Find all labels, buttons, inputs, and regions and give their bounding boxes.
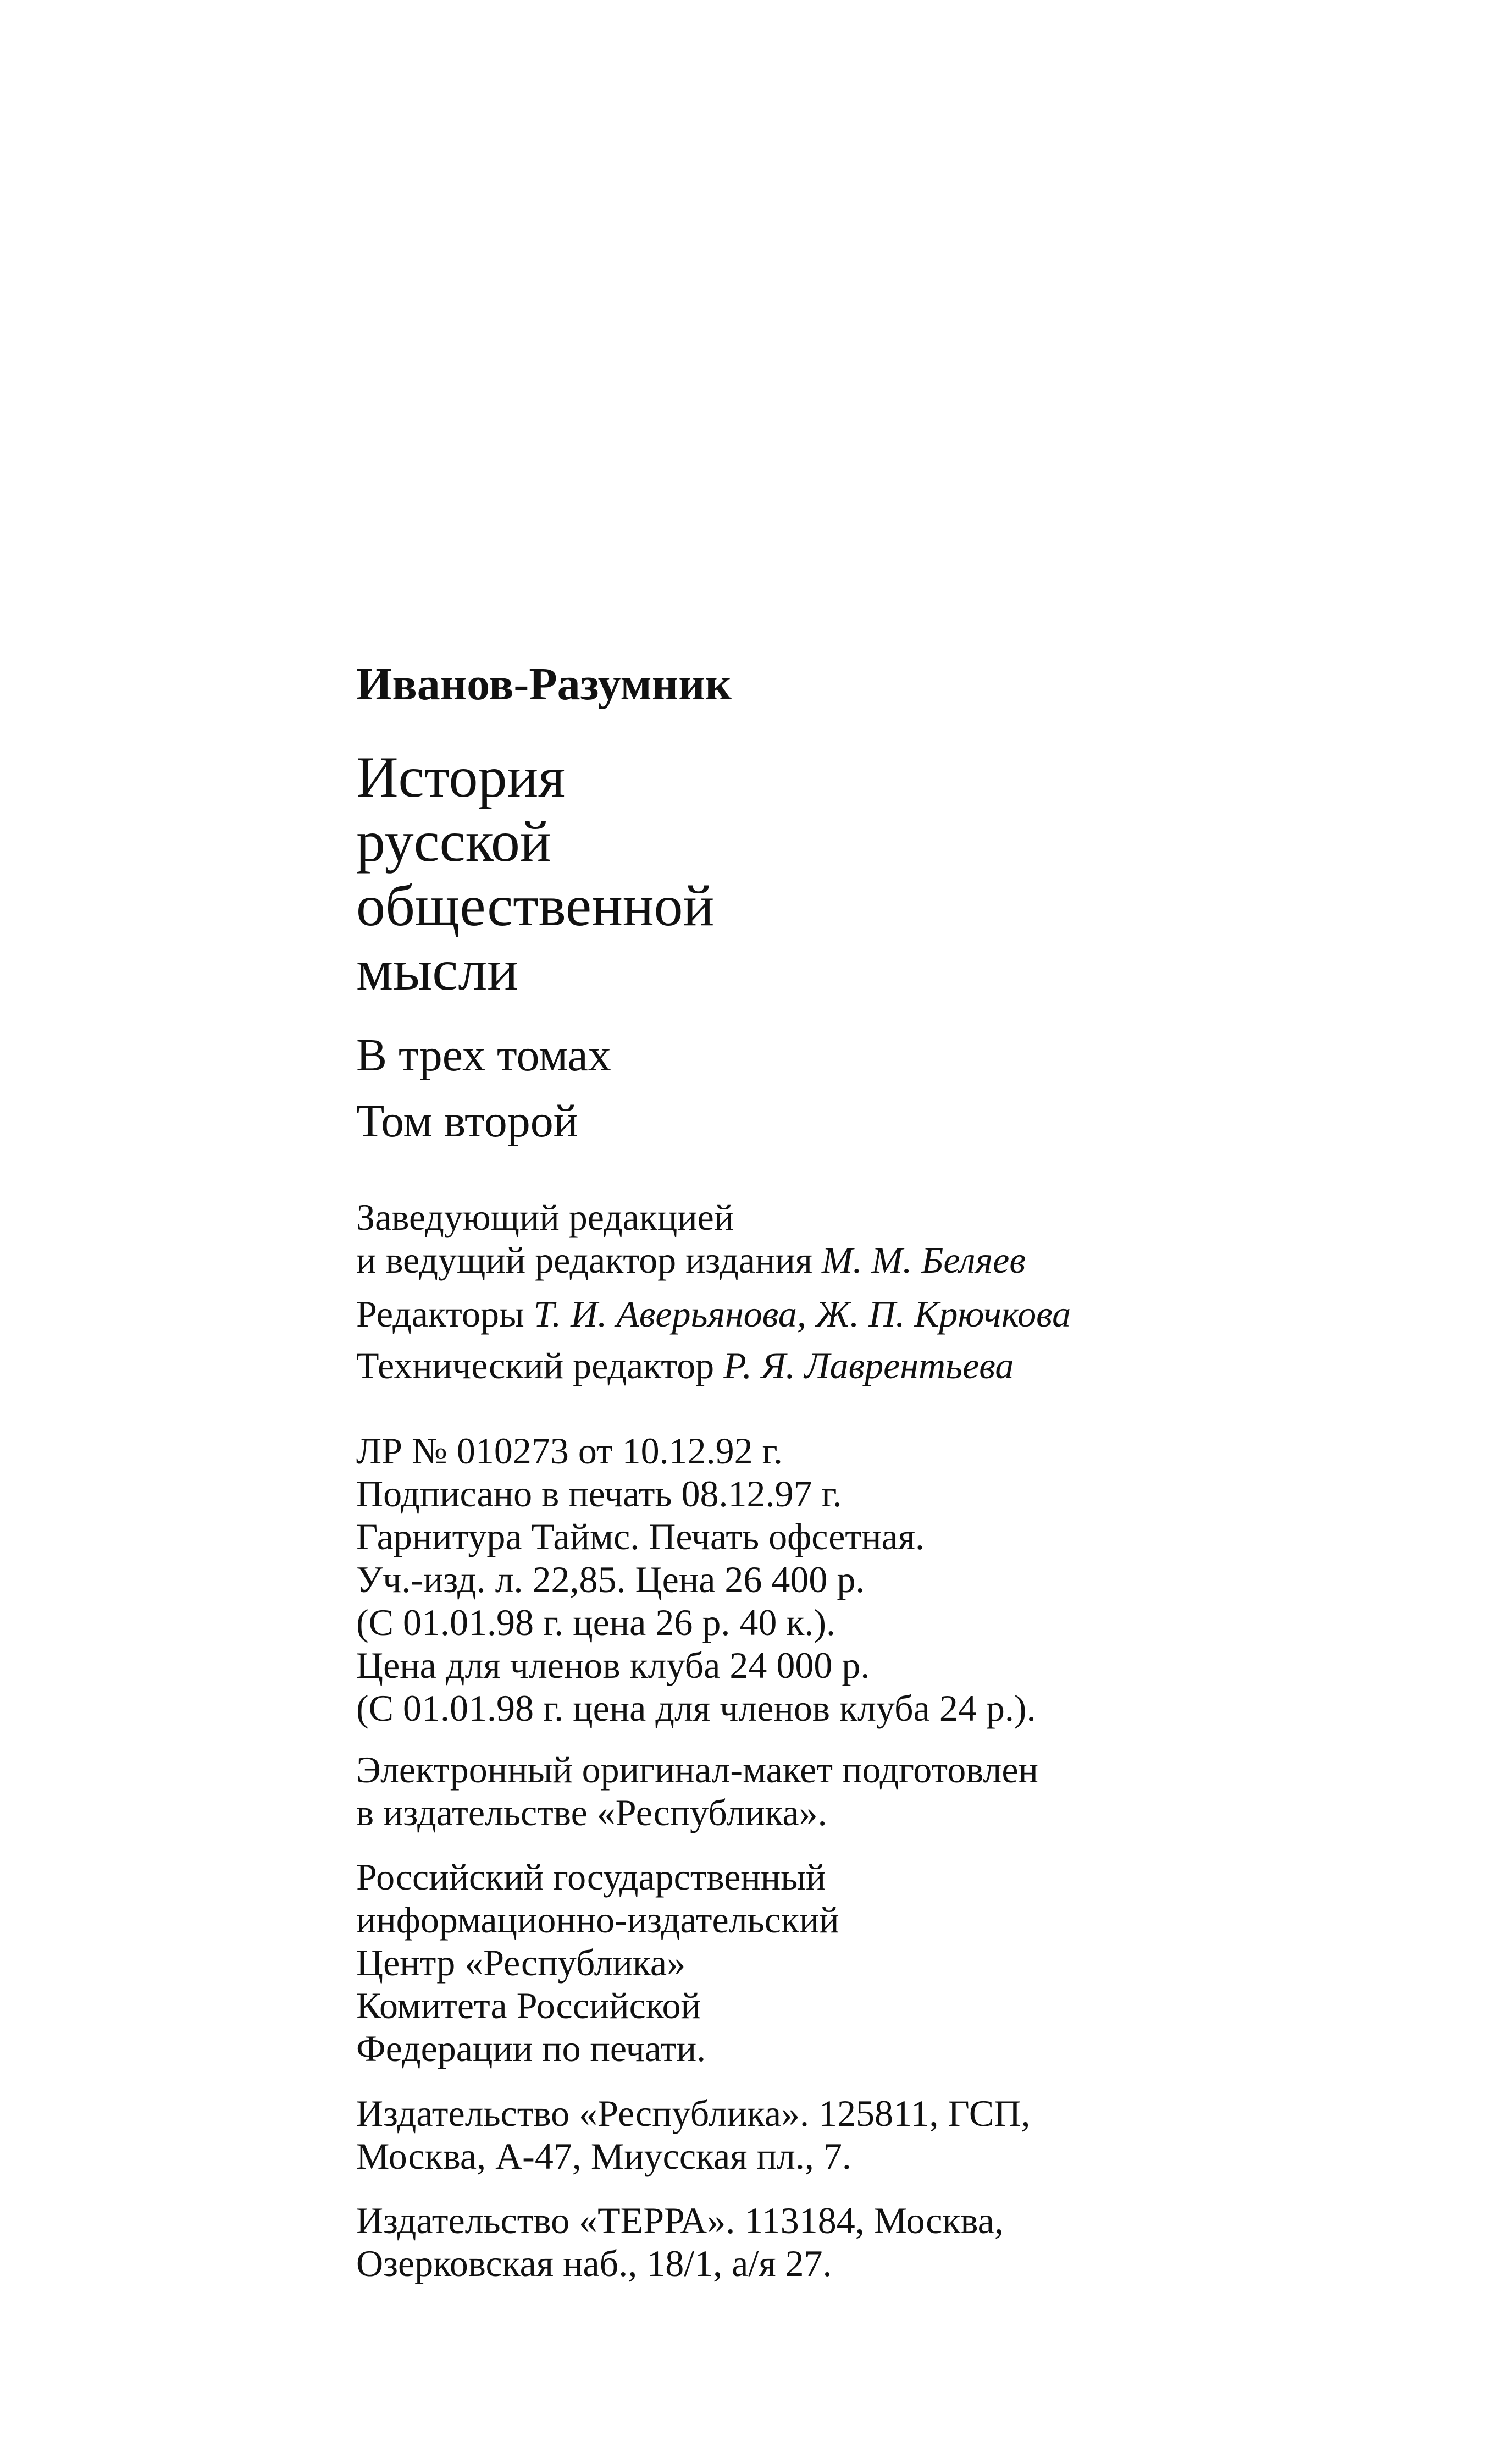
printing-center-paragraph <box>356 1855 839 2070</box>
title-line: История <box>356 745 566 809</box>
paragraph-line: Комитета Российской <box>356 1985 701 2026</box>
title-line: русской <box>356 809 551 874</box>
paragraph-line: Центр «Республика» <box>356 1942 686 1984</box>
publisher-republika <box>356 2092 1030 2178</box>
paragraph-line: Издательство «ТЕРРА». 113184, Москва, <box>356 2200 1004 2241</box>
editors-label: Редакторы <box>356 1293 534 1335</box>
author-name: Иванов-Разумник <box>356 659 732 710</box>
volume-set: В трех томах <box>356 1030 611 1081</box>
paragraph-line: Федерации по печати. <box>356 2027 706 2069</box>
tech-editor-line <box>356 1344 1071 1387</box>
imprint-line: Цена для членов клуба 24 000 р. <box>356 1644 870 1686</box>
volume-number: Том второй <box>356 1096 578 1147</box>
paragraph-line: информационно-издательский <box>356 1899 839 1941</box>
paragraph-line: Москва, А-47, Миусская пл., 7. <box>356 2135 851 2177</box>
imprint-line: Уч.-изд. л. 22,85. Цена 26 400 р. <box>356 1559 865 1600</box>
imprint-line: (С 01.01.98 г. цена для членов клуба 24 р.). <box>356 1687 1036 1729</box>
paragraph-line: Электронный оригинал-макет подготовлен <box>356 1749 1038 1791</box>
paragraph-line: Издательство «Республика». 125811, ГСП, <box>356 2092 1031 2134</box>
tech-editor-label: Технический редактор <box>356 1345 724 1386</box>
publisher-terra <box>356 2199 1004 2285</box>
paragraph-line: Российский государственный <box>356 1856 826 1898</box>
tech-editor-name: Р. Я. Лаврентьева <box>723 1345 1014 1386</box>
paragraph-line: в издательстве «Республика». <box>356 1792 827 1833</box>
editors-names: Т. И. Аверьянова, Ж. П. Крючкова <box>533 1293 1071 1335</box>
chief-editor-label: и ведущий редактор издания <box>356 1239 822 1281</box>
imprint-line: Подписано в печать 08.12.97 г. <box>356 1473 842 1515</box>
title-line: общественной <box>356 874 715 938</box>
chief-editor-name: М. М. Беляев <box>822 1239 1026 1281</box>
imprint-details <box>356 1429 1036 1730</box>
editors-line <box>356 1292 1071 1335</box>
imprint-line: ЛР № 010273 от 10.12.92 г. <box>356 1430 783 1472</box>
title-line: мысли <box>356 938 518 1002</box>
volume-info <box>356 1023 611 1154</box>
layout-paragraph <box>356 1748 1038 1834</box>
chief-editor-line1: Заведующий редакцией <box>356 1196 734 1238</box>
editorial-staff <box>356 1196 1071 1387</box>
imprint-line: Гарнитура Таймс. Печать офсетная. <box>356 1516 925 1557</box>
paragraph-line: Озерковская наб., 18/1, а/я 27. <box>356 2242 832 2284</box>
imprint-line: (С 01.01.98 г. цена 26 р. 40 к.). <box>356 1601 836 1643</box>
book-title <box>356 745 714 1002</box>
chief-editor-line2 <box>356 1239 1071 1281</box>
